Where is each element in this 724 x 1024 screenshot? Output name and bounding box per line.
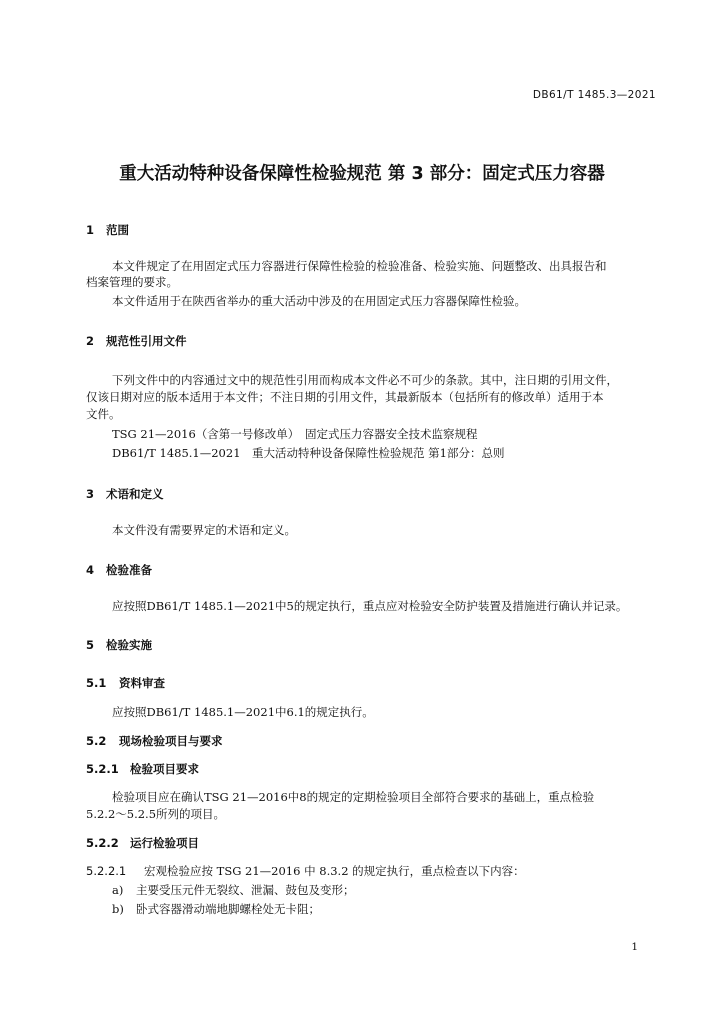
section-title: 检验项目要求 bbox=[130, 762, 199, 776]
section-number: 3 bbox=[86, 487, 95, 501]
section-number: 1 bbox=[86, 223, 95, 237]
section-title: 范围 bbox=[106, 223, 129, 237]
paragraph: 应按照DB61/T 1485.1—2021中5的规定执行，重点应对检验安全防护装置及措施进行确认并记录。 bbox=[112, 599, 628, 613]
list-item bbox=[112, 882, 355, 898]
section-3-heading bbox=[86, 486, 164, 502]
section-4-heading bbox=[86, 562, 152, 578]
paragraph: 本文件规定了在用固定式压力容器进行保障性检验的检验准备、检验实施、问题整改、出具报告和 bbox=[112, 259, 607, 273]
subsection-5-2-1-heading bbox=[86, 761, 199, 777]
paragraph: 应按照DB61/T 1485.1—2021中6.1的规定执行。 bbox=[112, 705, 374, 719]
paragraph: 本文件没有需要界定的术语和定义。 bbox=[112, 523, 296, 537]
section-title: 规范性引用文件 bbox=[106, 334, 187, 348]
paragraph: 下列文件中的内容通过文中的规范性引用而构成本文件必不可少的条款。其中，注日期的引用文件， bbox=[112, 373, 618, 387]
paragraph: 档案管理的要求。 bbox=[86, 275, 178, 289]
clause-number: 5.2.2.1 bbox=[86, 864, 127, 878]
subsection-5-2-2-heading bbox=[86, 835, 199, 851]
subsection-5-1-heading bbox=[86, 675, 165, 691]
paragraph: 本文件适用于在陕西省举办的重大活动中涉及的在用固定式压力容器保障性检验。 bbox=[112, 294, 526, 308]
list-item bbox=[112, 901, 320, 917]
document-title: 重大活动特种设备保障性检验规范 第 3 部分：固定式压力容器 bbox=[119, 164, 605, 184]
section-title: 术语和定义 bbox=[106, 487, 164, 501]
section-1-heading bbox=[86, 222, 129, 238]
section-title: 检验实施 bbox=[106, 638, 152, 652]
list-marker: b) bbox=[112, 902, 124, 916]
section-title: 现场检验项目与要求 bbox=[119, 734, 223, 748]
paragraph: 检验项目应在确认TSG 21—2016中8的规定的定期检验项目全部符合要求的基础上，重点检验 bbox=[112, 790, 595, 804]
section-5-heading bbox=[86, 637, 152, 653]
section-number: 5 bbox=[86, 638, 95, 652]
clause-text: 宏观检验应按 TSG 21—2016 中 8.3.2 的规定执行，重点检查以下内容： bbox=[144, 864, 525, 878]
section-number: 5.2 bbox=[86, 734, 107, 748]
paragraph: 5.2.2～5.2.5所列的项目。 bbox=[86, 807, 226, 821]
subsection-5-2-heading bbox=[86, 733, 223, 749]
list-marker: a) bbox=[112, 883, 124, 897]
reference-item: TSG 21—2016（含第一号修改单） 固定式压力容器安全技术监察规程 bbox=[112, 427, 478, 441]
reference-item: DB61/T 1485.1—2021 重大活动特种设备保障性检验规范 第1部分：总则 bbox=[112, 446, 505, 460]
paragraph: 文件。 bbox=[86, 407, 121, 421]
section-number: 4 bbox=[86, 563, 95, 577]
paragraph: 仅该日期对应的版本适用于本文件；不注日期的引用文件，其最新版本（包括所有的修改单）适用于本 bbox=[86, 390, 604, 404]
section-number: 5.1 bbox=[86, 676, 107, 690]
section-title: 资料审查 bbox=[119, 676, 165, 690]
standard-code: DB61/T 1485.3—2021 bbox=[532, 89, 656, 101]
section-title: 运行检验项目 bbox=[130, 836, 199, 850]
list-text: 主要受压元件无裂纹、泄漏、鼓包及变形； bbox=[136, 883, 355, 897]
page-number: 1 bbox=[631, 941, 638, 953]
section-2-heading bbox=[86, 333, 187, 349]
list-text: 卧式容器滑动端地脚螺栓处无卡阻； bbox=[136, 902, 320, 916]
section-title: 检验准备 bbox=[106, 563, 152, 577]
clause-5-2-2-1 bbox=[86, 863, 525, 879]
section-number: 5.2.1 bbox=[86, 762, 119, 776]
section-number: 2 bbox=[86, 334, 95, 348]
section-number: 5.2.2 bbox=[86, 836, 119, 850]
